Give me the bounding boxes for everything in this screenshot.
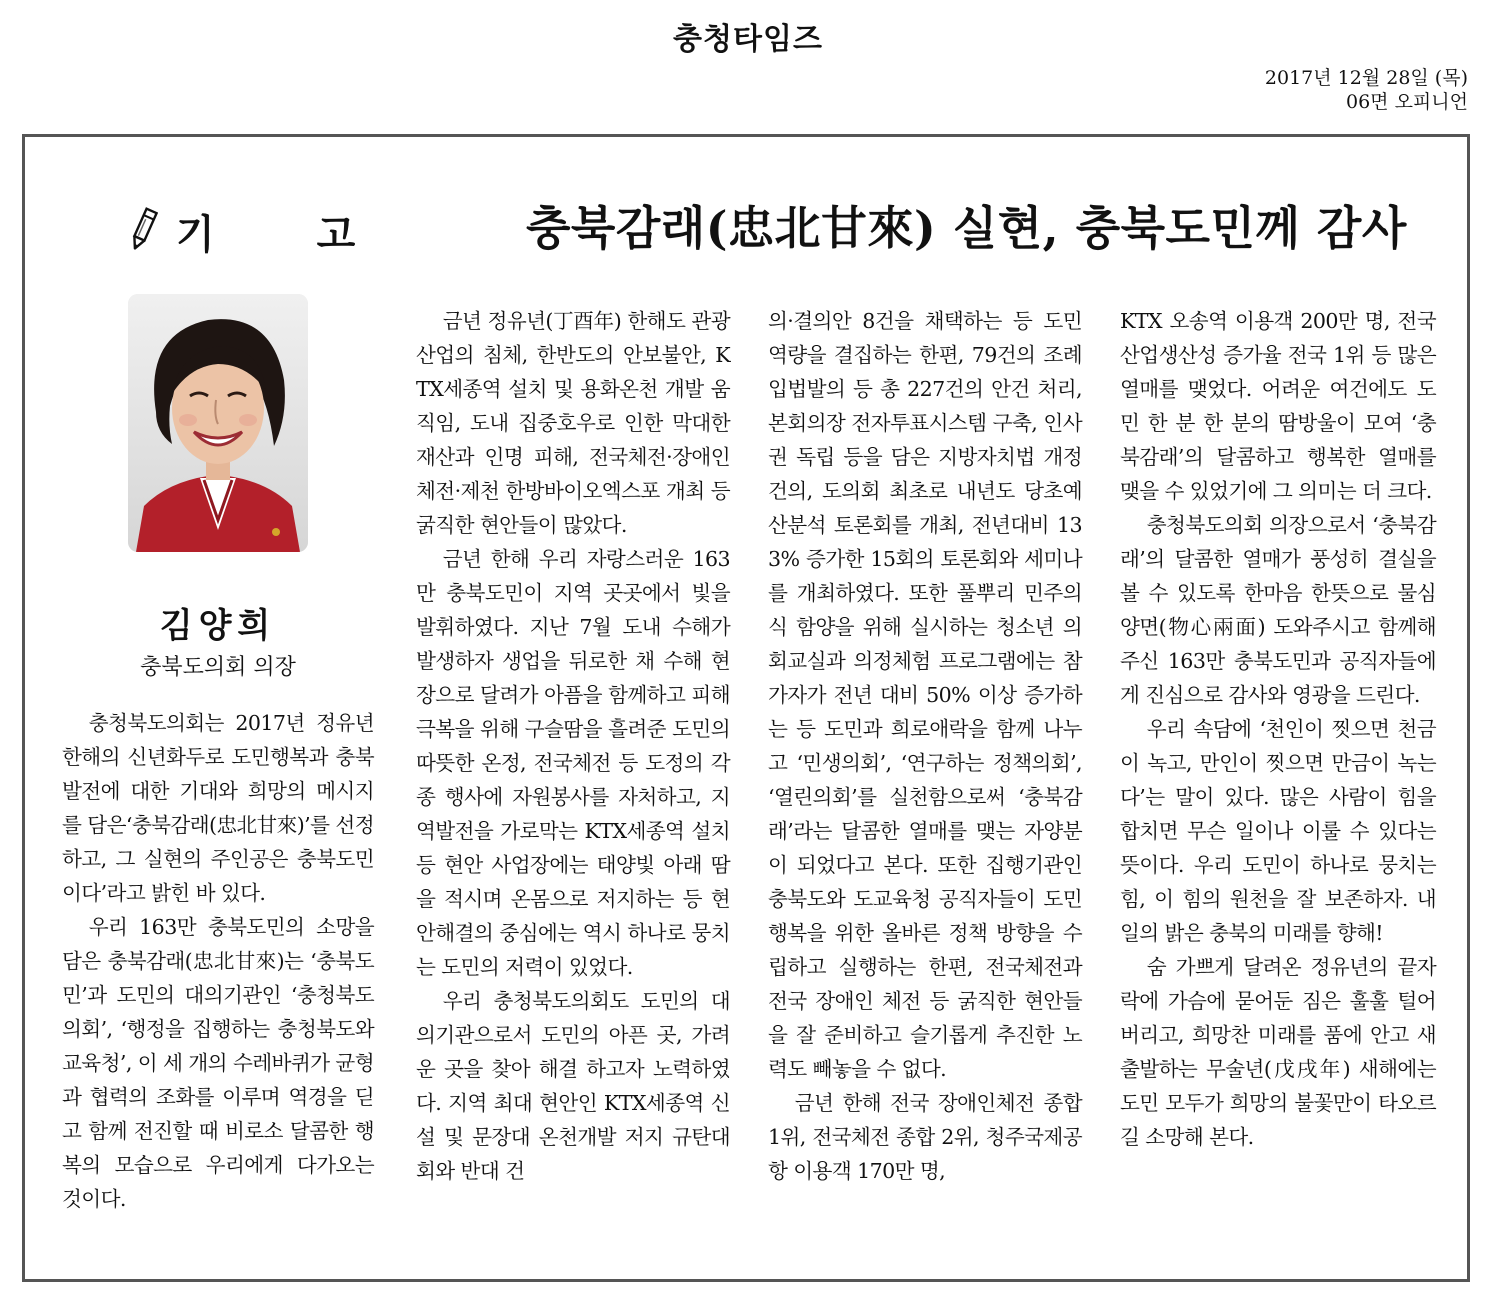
paragraph: 충청북도의회 의장으로서 ‘충북감래’의 달콤한 열매가 풍성히 결실을 볼 수 있도록 한마음 한뜻으로 물심양면(物心兩面) 도와주시고 함께해 주신 163만 충북도민과 공직자들에게 진심으로 감사와 영광을 드린다. (1120, 513, 1436, 707)
publication-meta (1265, 66, 1468, 114)
article-headline: 충북감래(忠北甘來) 실현, 충북도민께 감사 (526, 201, 1407, 255)
page-section: 06면 오피니언 (1346, 91, 1468, 113)
paragraph: 우리 163만 충북도민의 소망을 담은 충북감래(忠北甘來)는 ‘충북도민’과 도민의 대의기관인 ‘충청북도의회’, ‘행정을 집행하는 충청북도와 교육청’, 이 세 개의 수레바퀴가 균형과 협력의 조화를 이루며 역경을 딛고 함께 전진할 때 비로소 달콤한 행복의 모습으로 우리에게 다가오는 것이다. (62, 915, 374, 1211)
newspaper-name: 충청타임즈 (673, 22, 823, 57)
article-column-1 (62, 706, 374, 1216)
paragraph: 우리 충청북도의회도 도민의 대의기관으로서 도민의 아픈 곳, 가려운 곳을 찾아 해결 하고자 노력하였다. 지역 최대 현안인 KTX세종역 신설 및 문장대 온천개발 저지 규탄대회와 반대 건 (416, 989, 730, 1183)
publication-date: 2017년 12월 28일 (목) (1264, 67, 1468, 89)
paragraph-continued: KTX 오송역 이용객 200만 명, 전국 산업생산성 증가율 전국 1위 등 많은 열매를 맺었다. 어려운 여건에도 도민 한 분 한 분의 땀방울이 모여 ‘충북감래’의 달콤하고 행복한 열매를 맺을 수 있었기에 그 의미는 더 크다. (1120, 309, 1436, 503)
paragraph: 우리 속담에 ‘천인이 찟으면 천금이 녹고, 만인이 찟으면 만금이 녹는다’는 말이 있다. 많은 사람이 힘을 합치면 무슨 일이나 이룰 수 있다는 뜻이다. 우리 도민이 하나로 뭉치는 힘, 이 힘의 원천을 잘 보존하자. 내일의 밝은 충북의 미래를 향해! (1120, 717, 1436, 945)
article-column-2 (416, 304, 730, 1188)
paragraph: 금년 한해 전국 장애인체전 종합 1위, 전국체전 종합 2위, 청주국제공항 이용객 170만 명, (768, 1091, 1082, 1183)
section-label (128, 205, 399, 257)
paragraph-continued: 의·결의안 8건을 채택하는 등 도민 역량을 결집하는 한편, 79건의 조례 입법발의 등 총 227건의 안건 처리, 본회의장 전자투표시스템 구축, 인사권 독립 등을 담은 지방자치법 개정 건의, 도의회 최초로 내년도 당초예산분석 토론회를 개최, 전년대비 133% 증가한 15회의 토론회와 세미나를 개최하였다. 또한 풀뿌리 민주의식 함양을 위해 실시하는 청소년 의회교실과 의정체험 프로그램에는 참가자가 전년 대비 50% 이상 증가하는 등 도민과 희로애락을 함께 나누고 ‘민생의회’, ‘연구하는 정책의회’, ‘열린의회’를 실천함으로써 ‘충북감래’라는 달콤한 열매를 맺는 자양분이 되었다고 본다. 또한 집행기관인 충북도와 도교육청 공직자들이 도민 행복을 위한 올바른 정책 방향을 수립하고 실행하는 한편, 전국체전과 전국 장애인 체전 등 굵직한 현안들을 잘 준비하고 슬기롭게 추진한 노력도 빼놓을 수 없다. (768, 309, 1082, 1081)
paragraph: 충청북도의회는 2017년 정유년 한해의 신년화두로 도민행복과 충북 발전에 대한 기대와 희망의 메시지를 담은‘충북감래(忠北甘來)’를 선정하고, 그 실현의 주인공은 충북도민이다’라고 밝힌 바 있다. (62, 711, 374, 905)
article-column-4 (1120, 304, 1436, 1154)
author-title: 충북도의회 의장 (140, 655, 296, 680)
paragraph: 숨 가쁘게 달려온 정유년의 끝자락에 가슴에 묻어둔 짐은 훌훌 털어버리고, 희망찬 미래를 품에 안고 새 출발하는 무술년(戊戌年) 새해에는 도민 모두가 희망의 불꽃만이 타오르길 소망해 본다. (1120, 955, 1436, 1149)
section-label-text: 기 고 (176, 211, 400, 258)
author-name: 김양희 (159, 606, 277, 646)
article-column-3 (768, 304, 1082, 1188)
pencil-icon (128, 206, 158, 256)
paragraph: 금년 한해 우리 자랑스러운 163만 충북도민이 지역 곳곳에서 빛을 발휘하였다. 지난 7월 도내 수해가 발생하자 생업을 뒤로한 채 수해 현장으로 달려가 아픔을 함께하고 피해 극복을 위해 구슬땀을 흘려준 도민의 따뜻한 온정, 전국체전 등 도정의 각종 행사에 자원봉사를 자처하고, 지역발전을 가로막는 KTX세종역 설치 등 현안 사업장에는 태양빛 아래 땀을 적시며 온몸으로 저지하는 등 현안해결의 중심에는 역시 하나로 뭉치는 도민의 저력이 있었다. (416, 547, 730, 979)
author-photo (128, 294, 308, 552)
paragraph: 금년 정유년(丁酉年) 한해도 관광산업의 침체, 한반도의 안보불안, KTX세종역 설치 및 용화온천 개발 움직임, 도내 집중호우로 인한 막대한 재산과 인명 피해, 전국체전·장애인체전·제천 한방바이오엑스포 개최 등 굵직한 현안들이 많았다. (416, 309, 730, 537)
